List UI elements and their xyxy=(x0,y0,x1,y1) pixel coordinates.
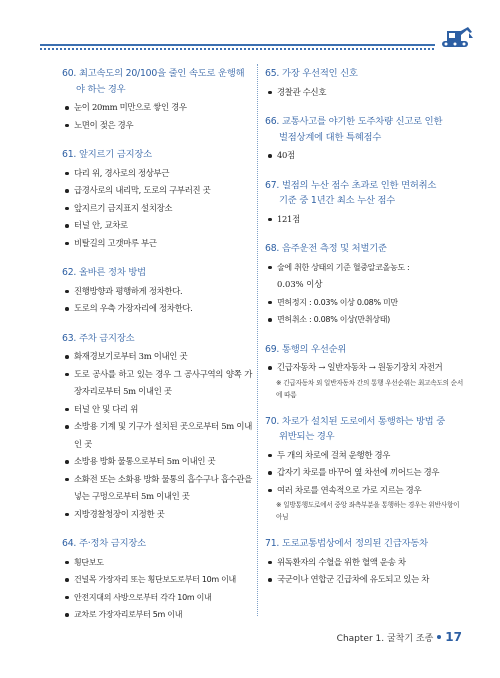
list-item: 터널 안 및 다리 위 xyxy=(62,401,252,419)
list-item: 소방용 방화 물통으로부터 5m 이내인 곳 xyxy=(62,453,252,471)
section-title: 68. 음주운전 측정 및 처벌기준 xyxy=(265,243,387,254)
chapter-label: Chapter 1. 굴착기 조종 xyxy=(336,633,434,644)
list-item: 121점 xyxy=(265,211,465,229)
list-item: 터널 안, 교차로 xyxy=(62,217,252,235)
list-item: 소방용 기계 및 기구가 설치된 곳으로부터 5m 이내인 곳 xyxy=(62,418,252,453)
section-67 xyxy=(265,178,465,229)
note: ※ 긴급자동차 외 일반자동차 간의 통행 우선순위는 최고속도의 순서에 따름 xyxy=(276,378,464,399)
section-title: 60. 최고속도의 20/100을 줄인 속도로 운행해 야 하는 경우 xyxy=(62,68,245,95)
section-60 xyxy=(62,66,252,134)
list-item: 다리 위, 경사로의 정상부근 xyxy=(62,165,252,183)
section-title: 71. 도로교통법상에서 정의된 긴급자동차 xyxy=(265,538,428,549)
section-68 xyxy=(265,241,465,329)
section-66 xyxy=(265,114,465,165)
section-64 xyxy=(62,536,252,624)
page-number: 17 xyxy=(445,630,462,644)
list-item: 건널목 가장자리 또는 횡단보도로부터 10m 이내 xyxy=(62,571,252,589)
section-61 xyxy=(62,147,252,252)
list-item: 도로 공사를 하고 있는 경우 그 공사구역의 양쪽 가장자리로부터 5m 이내인 곳 xyxy=(62,366,252,401)
section-title: 64. 주·정차 금지장소 xyxy=(62,538,146,549)
list-item: 40점 xyxy=(265,147,465,165)
list-item: 비탈길의 고갯마루 부근 xyxy=(62,235,252,253)
footer-bullet-icon xyxy=(437,635,441,639)
header-rule xyxy=(40,44,435,46)
list-item: 갑자기 차로를 바꾸어 옆 차선에 끼어드는 경우 xyxy=(265,464,465,482)
excavator-icon xyxy=(438,24,474,50)
section-title: 63. 주차 금지장소 xyxy=(62,332,135,344)
list-item: 지방경찰청장이 지정한 곳 xyxy=(62,506,252,524)
list-item: 두 개의 차로에 걸쳐 운행한 경우 xyxy=(265,447,465,465)
section-65 xyxy=(265,66,465,101)
list-item: 면허취소 : 0.08% 이상(만취상태) xyxy=(265,311,465,329)
list-item: 진행방향과 평행하게 정차한다. xyxy=(62,283,252,301)
list-item: 눈이 20mm 미만으로 쌓인 경우 xyxy=(62,99,252,117)
section-63 xyxy=(62,331,252,524)
section-title: 70. 차로가 설치된 도로에서 통행하는 방법 중 위반되는 경우 xyxy=(265,415,445,442)
section-title: 69. 통행의 우선순위 xyxy=(265,343,347,355)
list-item: 교차로 가장자리로부터 5m 이내 xyxy=(62,606,252,624)
header-rule-dots xyxy=(40,48,435,50)
list-item: 여러 차로를 연속적으로 가로 지르는 경우 xyxy=(265,482,465,500)
list-item: 앞지르기 금지표지 설치장소 xyxy=(62,200,252,218)
list-item: 국군이나 연합군 긴급차에 유도되고 있는 차 xyxy=(265,571,465,589)
list-item-continued: 0.03% 이상 xyxy=(277,279,323,289)
section-title: 61. 앞지르기 금지장소 xyxy=(62,149,152,160)
list-item: 경찰관 수신호 xyxy=(265,84,465,102)
list-item: 횡단보도 xyxy=(62,554,252,572)
list-item: 노면이 젖은 경우 xyxy=(62,117,252,135)
page-footer xyxy=(337,630,462,644)
section-title: 65. 가장 우선적인 신호 xyxy=(265,68,358,79)
list-item: 술에 취한 상태의 기준 혈중알코올농도 : xyxy=(265,259,465,277)
section-title: 67. 벌점의 누산 점수 초과로 인한 면허취소 기준 중 1년간 최소 누산 점수 xyxy=(265,179,437,206)
section-62 xyxy=(62,265,252,318)
section-title: 62. 올바른 정차 방법 xyxy=(62,267,146,278)
note: ※ 일방통행도로에서 중앙 좌측부분을 통행하는 경우는 위반사항이 아님 xyxy=(276,501,460,521)
right-column xyxy=(265,66,465,602)
list-item: 면허정지 : 0.03% 이상 0.08% 미만 xyxy=(265,294,465,312)
list-item: 급경사로의 내리막, 도로의 구부러진 곳 xyxy=(62,182,252,200)
column-divider xyxy=(257,64,258,616)
section-title: 66. 교통사고를 야기한 도주차량 신고로 인한 벌점상계에 대한 특혜점수 xyxy=(265,116,443,143)
list-item: 도로의 우측 가장자리에 정차한다. xyxy=(62,300,252,318)
list-item: 소화전 또는 소화용 방화 물통의 흡수구나 흡수관을 넣는 구멍으로부터 5m 이내인 곳 xyxy=(62,471,252,506)
list-item: 화재경보기로부터 3m 이내인 곳 xyxy=(62,348,252,366)
list-item: 긴급자동차 → 일반자동차 → 원동기장치 자전거 xyxy=(265,359,465,377)
section-70 xyxy=(265,414,465,524)
list-item: 위독환자의 수혈을 위한 혈액 운송 차 xyxy=(265,554,465,572)
list-item: 안전지대의 사방으로부터 각각 10m 이내 xyxy=(62,589,252,607)
section-71 xyxy=(265,536,465,589)
section-69 xyxy=(265,342,465,401)
left-column xyxy=(62,66,252,637)
